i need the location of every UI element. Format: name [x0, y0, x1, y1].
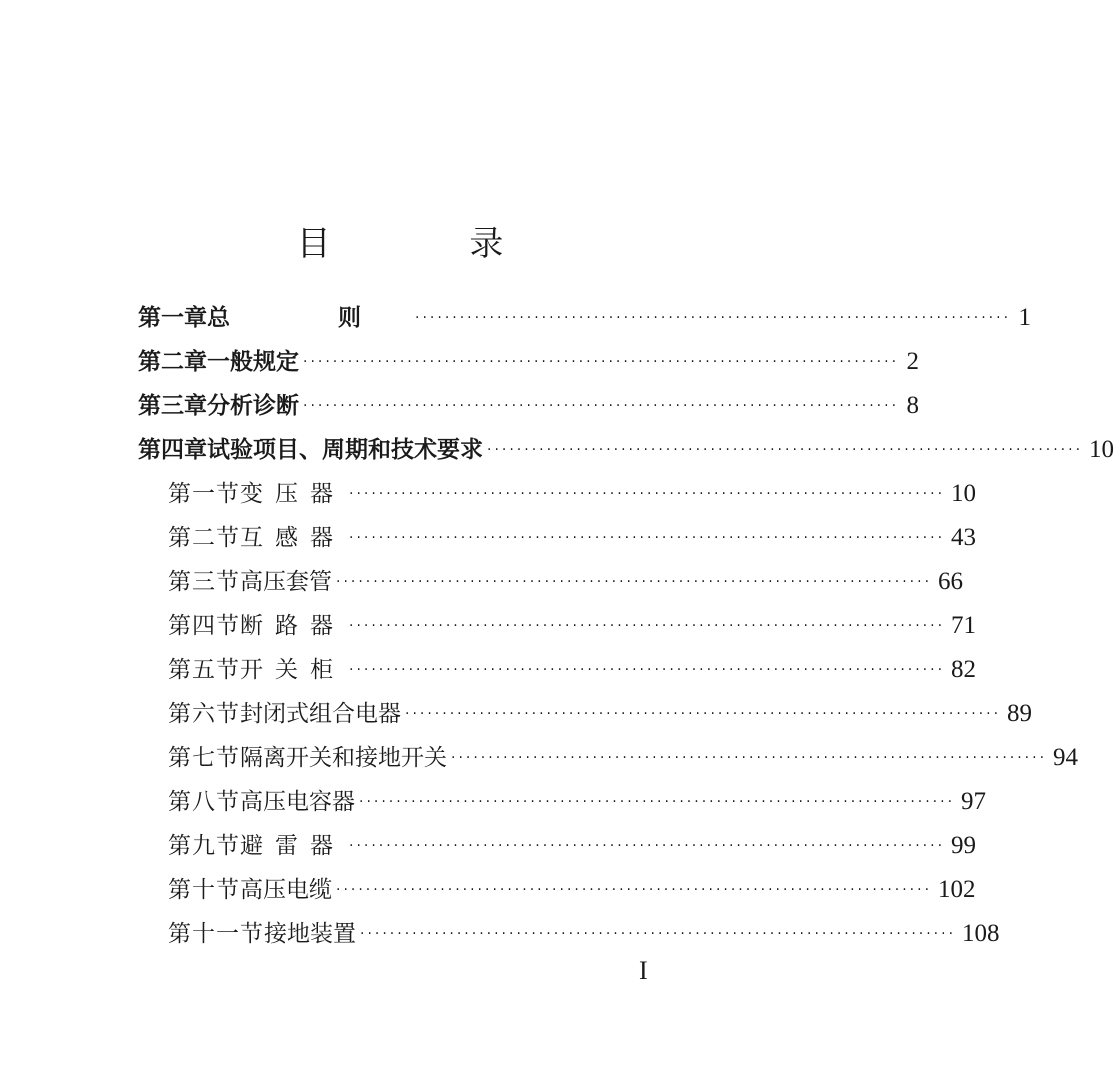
- toc-page-number: 1: [1018, 304, 1032, 331]
- toc-entry-title: 高压电容器: [240, 789, 355, 815]
- toc-page-number: 2: [906, 348, 920, 375]
- page-title: 目 录: [296, 224, 568, 264]
- toc-entry-section[interactable]: [138, 912, 1000, 956]
- toc-entry-chapter[interactable]: [138, 296, 1032, 340]
- toc-entry-title: 避雷器: [240, 833, 345, 859]
- toc-page-number: 97: [961, 788, 987, 815]
- toc-page-number: 99: [951, 832, 977, 859]
- toc-page-number: 43: [951, 524, 977, 551]
- toc-leader-dots: ················································································: [360, 926, 957, 942]
- toc-entry-chapter[interactable]: [138, 428, 1114, 472]
- toc-leader-dots: ················································································: [303, 398, 900, 414]
- toc-entry-title: 开关柜: [240, 657, 345, 683]
- toc-leader-dots: ················································································: [415, 310, 1012, 326]
- toc-page-number: 66: [938, 568, 964, 595]
- toc-page-number: 10: [1089, 436, 1114, 463]
- toc-entry-section[interactable]: [138, 692, 1033, 736]
- toc-entry-number: 第二章: [138, 349, 207, 375]
- toc-leader-dots: ················································································: [349, 486, 946, 502]
- toc-entry-number: 第二节: [168, 525, 240, 551]
- toc-page-number: 8: [906, 392, 920, 419]
- toc-leader-dots: ················································································: [349, 618, 946, 634]
- toc-entry-title: 高压套管: [240, 569, 332, 595]
- toc-entry-section[interactable]: [138, 780, 987, 824]
- toc-entry-title: 高压电缆: [240, 877, 332, 903]
- toc-leader-dots: ················································································: [359, 794, 956, 810]
- toc-leader-dots: ················································································: [349, 662, 946, 678]
- toc-entry-chapter[interactable]: [138, 340, 920, 384]
- toc-entry-number: 第七节: [168, 745, 240, 771]
- toc-page-number: 71: [951, 612, 977, 639]
- toc-leader-dots: ················································································: [487, 442, 1084, 458]
- toc-entry-title: 隔离开关和接地开关: [240, 745, 447, 771]
- toc-entry-title: 接地装置: [264, 921, 356, 947]
- toc-entry-title: 互感器: [240, 525, 345, 551]
- toc-page-number: 89: [1007, 700, 1033, 727]
- toc-entry-section[interactable]: [138, 736, 1079, 780]
- toc-entry-title: 试验项目、周期和技术要求: [207, 437, 483, 463]
- toc-entry-section[interactable]: [138, 824, 977, 868]
- toc-entry-number: 第八节: [168, 789, 240, 815]
- toc-entry-number: 第一章: [138, 305, 207, 331]
- toc-entry-chapter[interactable]: [138, 384, 920, 428]
- toc-page-number: 82: [951, 656, 977, 683]
- toc-entry-section[interactable]: [138, 648, 977, 692]
- toc-leader-dots: ················································································: [336, 574, 933, 590]
- toc-page-number: 102: [938, 876, 976, 903]
- toc-entry-title: 变压器: [240, 481, 345, 507]
- toc-entry-number: 第四章: [138, 437, 207, 463]
- toc-entry-title: 总 则: [207, 305, 412, 331]
- toc-page-number: 94: [1053, 744, 1079, 771]
- toc-leader-dots: ················································································: [451, 750, 1048, 766]
- toc-entry-number: 第一节: [168, 481, 240, 507]
- toc-page-number: 108: [962, 920, 1000, 947]
- toc-entry-number: 第十节: [168, 877, 240, 903]
- toc-entry-section[interactable]: [138, 472, 977, 516]
- toc-entry-section[interactable]: [138, 516, 977, 560]
- toc-entry-title: 一般规定: [207, 349, 299, 375]
- toc-entry-number: 第四节: [168, 613, 240, 639]
- toc-entry-title: 分析诊断: [207, 393, 299, 419]
- toc-entry-title: 封闭式组合电器: [240, 701, 401, 727]
- toc-entry-number: 第五节: [168, 657, 240, 683]
- toc-leader-dots: ················································································: [349, 530, 946, 546]
- toc-entry-number: 第十一节: [168, 921, 264, 947]
- table-of-contents: [138, 296, 1114, 956]
- page-folio: I: [639, 956, 648, 985]
- toc-entry-section[interactable]: [138, 604, 977, 648]
- toc-leader-dots: ················································································: [303, 354, 900, 370]
- toc-leader-dots: ················································································: [336, 882, 933, 898]
- toc-entry-title: 断路器: [240, 613, 345, 639]
- toc-entry-number: 第三章: [138, 393, 207, 419]
- toc-entry-number: 第三节: [168, 569, 240, 595]
- toc-entry-number: 第九节: [168, 833, 240, 859]
- toc-entry-number: 第六节: [168, 701, 240, 727]
- toc-leader-dots: ················································································: [405, 706, 1002, 722]
- toc-page-number: 10: [951, 480, 977, 507]
- toc-leader-dots: ················································································: [349, 838, 946, 854]
- toc-entry-section[interactable]: [138, 560, 964, 604]
- toc-entry-section[interactable]: [138, 868, 976, 912]
